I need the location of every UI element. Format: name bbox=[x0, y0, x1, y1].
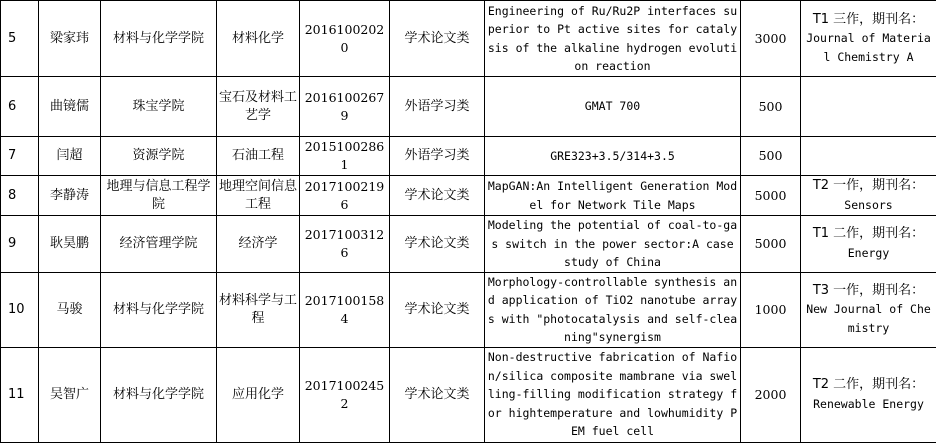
row-number: 9 bbox=[1, 216, 39, 273]
college: 地理与信息工程学院 bbox=[101, 176, 217, 216]
note-journal-name: Energy bbox=[847, 245, 890, 260]
table-row bbox=[1, 1, 936, 77]
student-name: 吴智广 bbox=[39, 347, 101, 442]
note bbox=[801, 272, 936, 347]
note-journal-name: New Journal of Chemistry bbox=[806, 302, 931, 335]
student-name: 李静涛 bbox=[39, 176, 101, 216]
student-id: 20161002679 bbox=[300, 77, 390, 137]
table-row bbox=[1, 272, 936, 347]
category: 学术论文类 bbox=[390, 1, 485, 77]
achievement-title: Modeling the potential of coal-to-gas switch in the power sector:A case study of China bbox=[485, 216, 741, 273]
achievement-title: MapGAN:An Intelligent Generation Model for Network Tile Maps bbox=[485, 176, 741, 216]
award-amount: 500 bbox=[741, 77, 801, 137]
college: 珠宝学院 bbox=[101, 77, 217, 137]
row-number: 6 bbox=[1, 77, 39, 137]
college: 材料与化学学院 bbox=[101, 347, 217, 442]
table-row bbox=[1, 77, 936, 137]
student-id: 20161002020 bbox=[300, 1, 390, 77]
major: 应用化学 bbox=[217, 347, 300, 442]
row-number: 7 bbox=[1, 137, 39, 176]
table-row bbox=[1, 216, 936, 273]
award-amount: 1000 bbox=[741, 272, 801, 347]
major: 经济学 bbox=[217, 216, 300, 273]
note-journal-tier: T3 一作，期刊名： bbox=[812, 282, 925, 298]
category: 学术论文类 bbox=[390, 216, 485, 273]
category: 外语学习类 bbox=[390, 137, 485, 176]
note bbox=[801, 176, 936, 216]
award-amount: 500 bbox=[741, 137, 801, 176]
note-journal-tier: T1 三作，期刊名： bbox=[812, 11, 925, 27]
college: 材料与化学学院 bbox=[101, 1, 217, 77]
note bbox=[801, 137, 936, 176]
category: 外语学习类 bbox=[390, 77, 485, 137]
table-row bbox=[1, 176, 936, 216]
note bbox=[801, 77, 936, 137]
note-journal-name: Sensors bbox=[844, 197, 893, 212]
major: 宝石及材料工艺学 bbox=[217, 77, 300, 137]
table-row bbox=[1, 347, 936, 442]
note bbox=[801, 216, 936, 273]
student-name: 曲镜儒 bbox=[39, 77, 101, 137]
row-number: 11 bbox=[1, 347, 39, 442]
student-name: 梁家玮 bbox=[39, 1, 101, 77]
award-amount: 3000 bbox=[741, 1, 801, 77]
student-id: 20151002861 bbox=[300, 137, 390, 176]
category: 学术论文类 bbox=[390, 272, 485, 347]
achievement-title: Engineering of Ru/Ru2P interfaces superior to Pt active sites for catalysis of the alkaline hydrogen evolution reaction bbox=[485, 1, 741, 77]
college: 经济管理学院 bbox=[101, 216, 217, 273]
college: 材料与化学学院 bbox=[101, 272, 217, 347]
student-id: 20171002196 bbox=[300, 176, 390, 216]
major: 材料科学与工程 bbox=[217, 272, 300, 347]
achievement-title: Non-destructive fabrication of Nafion/silica composite mambrane via swelling-filling modification strategy for hightemperature and lowhumidity PEM fuel cell bbox=[485, 347, 741, 442]
note-journal-name: Journal of Material Chemistry A bbox=[806, 31, 931, 64]
award-amount: 2000 bbox=[741, 347, 801, 442]
award-amount: 5000 bbox=[741, 216, 801, 273]
achievement-title: Morphology-controllable synthesis and application of TiO2 nanotube arrays with "photocatalysis and self-cleaning"synergism bbox=[485, 272, 741, 347]
major: 地理空间信息工程 bbox=[217, 176, 300, 216]
note-journal-tier: T2 二作，期刊名： bbox=[812, 377, 925, 392]
row-number: 10 bbox=[1, 272, 39, 347]
note-journal-tier: T1 二作，期刊名： bbox=[812, 226, 925, 242]
note bbox=[801, 347, 936, 442]
college: 资源学院 bbox=[101, 137, 217, 176]
student-id: 20171002452 bbox=[300, 347, 390, 442]
student-name: 闫超 bbox=[39, 137, 101, 176]
achievement-title: GRE323+3.5/314+3.5 bbox=[485, 137, 741, 176]
note-journal-name: Renewable Energy bbox=[813, 396, 924, 411]
note-journal-tier: T2 一作，期刊名： bbox=[812, 178, 925, 193]
student-name: 耿昊鹏 bbox=[39, 216, 101, 273]
major: 材料化学 bbox=[217, 1, 300, 77]
major: 石油工程 bbox=[217, 137, 300, 176]
award-amount: 5000 bbox=[741, 176, 801, 216]
student-name: 马骏 bbox=[39, 272, 101, 347]
table-row bbox=[1, 137, 936, 176]
category: 学术论文类 bbox=[390, 347, 485, 442]
note bbox=[801, 1, 936, 77]
row-number: 5 bbox=[1, 1, 39, 77]
student-id: 20171003126 bbox=[300, 216, 390, 273]
achievement-title: GMAT 700 bbox=[485, 77, 741, 137]
category: 学术论文类 bbox=[390, 176, 485, 216]
row-number: 8 bbox=[1, 176, 39, 216]
student-id: 20171001584 bbox=[300, 272, 390, 347]
